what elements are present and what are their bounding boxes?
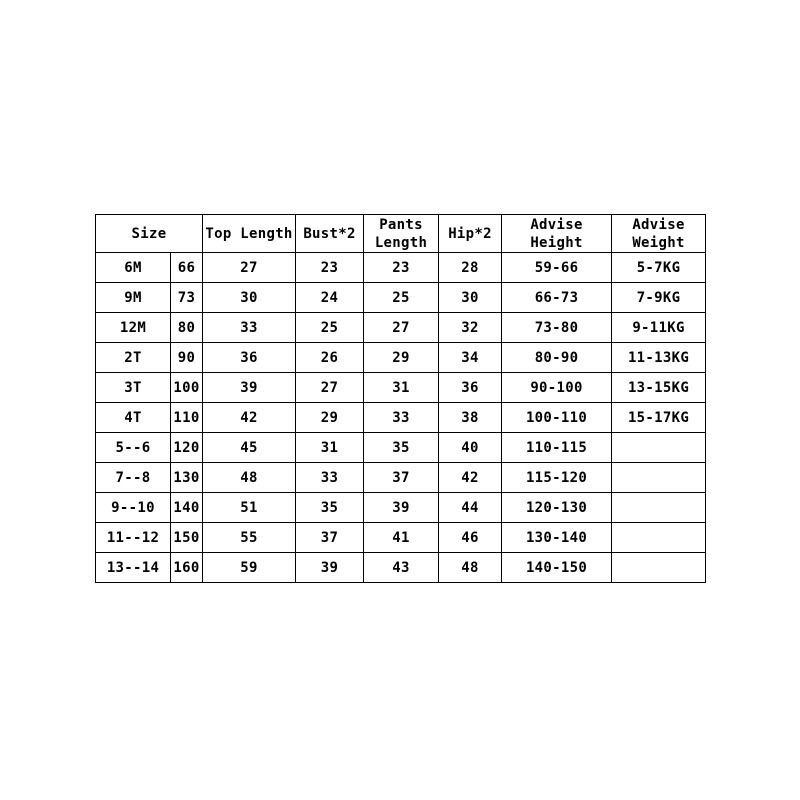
- cell-bust: 35: [296, 493, 364, 523]
- cell-advise-height: 130-140: [502, 523, 612, 553]
- cell-hip: 34: [439, 343, 502, 373]
- table-body: [96, 253, 706, 583]
- cell-pants-length: 33: [364, 403, 439, 433]
- table-row: [96, 433, 706, 463]
- cell-size-cm: 110: [171, 403, 203, 433]
- cell-pants-length: 25: [364, 283, 439, 313]
- cell-advise-height: 115-120: [502, 463, 612, 493]
- cell-top-length: 33: [203, 313, 296, 343]
- cell-bust: 29: [296, 403, 364, 433]
- cell-top-length: 55: [203, 523, 296, 553]
- cell-top-length: 51: [203, 493, 296, 523]
- header-size: Size: [96, 215, 203, 253]
- cell-hip: 36: [439, 373, 502, 403]
- header-top-length: Top Length: [203, 215, 296, 253]
- header-advise-height-line-2: Height: [530, 234, 583, 251]
- table-row: [96, 523, 706, 553]
- header-advise-weight-line-1: Advise: [632, 216, 685, 233]
- cell-advise-weight: [612, 523, 706, 553]
- cell-pants-length: 31: [364, 373, 439, 403]
- cell-size-cm: 90: [171, 343, 203, 373]
- cell-size-cm: 80: [171, 313, 203, 343]
- cell-pants-length: 27: [364, 313, 439, 343]
- cell-size-cm: 66: [171, 253, 203, 283]
- cell-pants-length: 39: [364, 493, 439, 523]
- cell-hip: 30: [439, 283, 502, 313]
- cell-hip: 28: [439, 253, 502, 283]
- table-row: [96, 343, 706, 373]
- cell-bust: 26: [296, 343, 364, 373]
- cell-top-length: 59: [203, 553, 296, 583]
- table-row: [96, 493, 706, 523]
- cell-size-cm: 73: [171, 283, 203, 313]
- cell-hip: 38: [439, 403, 502, 433]
- size-chart-table: [95, 214, 706, 583]
- header-row: [96, 215, 706, 253]
- cell-advise-weight: [612, 553, 706, 583]
- cell-size-cm: 130: [171, 463, 203, 493]
- header-advise-height-line-1: Advise: [530, 216, 583, 233]
- cell-advise-weight: 5-7KG: [612, 253, 706, 283]
- table-row: [96, 313, 706, 343]
- cell-hip: 48: [439, 553, 502, 583]
- cell-bust: 23: [296, 253, 364, 283]
- cell-size: 6M: [96, 253, 171, 283]
- cell-hip: 40: [439, 433, 502, 463]
- cell-advise-weight: 15-17KG: [612, 403, 706, 433]
- cell-bust: 24: [296, 283, 364, 313]
- cell-size: 3T: [96, 373, 171, 403]
- cell-bust: 31: [296, 433, 364, 463]
- cell-size: 2T: [96, 343, 171, 373]
- table-row: [96, 253, 706, 283]
- cell-top-length: 27: [203, 253, 296, 283]
- header-advise-weight-line-2: Weight: [632, 234, 685, 251]
- cell-bust: 39: [296, 553, 364, 583]
- cell-hip: 32: [439, 313, 502, 343]
- cell-top-length: 48: [203, 463, 296, 493]
- cell-size: 13--14: [96, 553, 171, 583]
- cell-advise-weight: [612, 493, 706, 523]
- header-hip: Hip*2: [439, 215, 502, 253]
- cell-top-length: 39: [203, 373, 296, 403]
- cell-hip: 46: [439, 523, 502, 553]
- cell-size-cm: 150: [171, 523, 203, 553]
- cell-bust: 37: [296, 523, 364, 553]
- cell-size: 4T: [96, 403, 171, 433]
- cell-size: 9M: [96, 283, 171, 313]
- cell-advise-weight: 11-13KG: [612, 343, 706, 373]
- cell-size: 12M: [96, 313, 171, 343]
- cell-pants-length: 23: [364, 253, 439, 283]
- header-advise-weight: [612, 215, 706, 253]
- cell-bust: 25: [296, 313, 364, 343]
- cell-top-length: 30: [203, 283, 296, 313]
- cell-advise-height: 73-80: [502, 313, 612, 343]
- cell-top-length: 42: [203, 403, 296, 433]
- cell-advise-weight: 13-15KG: [612, 373, 706, 403]
- header-pants-length-line-1: Pants: [379, 216, 423, 233]
- cell-top-length: 45: [203, 433, 296, 463]
- cell-advise-height: 110-115: [502, 433, 612, 463]
- header-pants-length: [364, 215, 439, 253]
- header-advise-height: [502, 215, 612, 253]
- cell-advise-height: 80-90: [502, 343, 612, 373]
- cell-top-length: 36: [203, 343, 296, 373]
- cell-advise-height: 90-100: [502, 373, 612, 403]
- cell-advise-weight: 9-11KG: [612, 313, 706, 343]
- cell-pants-length: 35: [364, 433, 439, 463]
- table-row: [96, 463, 706, 493]
- table-row: [96, 373, 706, 403]
- table-header: [96, 215, 706, 253]
- cell-size: 5--6: [96, 433, 171, 463]
- cell-advise-weight: 7-9KG: [612, 283, 706, 313]
- cell-hip: 44: [439, 493, 502, 523]
- table-row: [96, 283, 706, 313]
- cell-advise-weight: [612, 433, 706, 463]
- header-bust: Bust*2: [296, 215, 364, 253]
- cell-size-cm: 100: [171, 373, 203, 403]
- cell-pants-length: 41: [364, 523, 439, 553]
- cell-hip: 42: [439, 463, 502, 493]
- cell-bust: 27: [296, 373, 364, 403]
- cell-size: 7--8: [96, 463, 171, 493]
- cell-pants-length: 29: [364, 343, 439, 373]
- cell-advise-height: 100-110: [502, 403, 612, 433]
- cell-size-cm: 160: [171, 553, 203, 583]
- table-row: [96, 553, 706, 583]
- cell-size: 9--10: [96, 493, 171, 523]
- cell-advise-weight: [612, 463, 706, 493]
- cell-pants-length: 43: [364, 553, 439, 583]
- cell-advise-height: 66-73: [502, 283, 612, 313]
- table-row: [96, 403, 706, 433]
- cell-size: 11--12: [96, 523, 171, 553]
- header-pants-length-line-2: Length: [374, 234, 428, 251]
- cell-pants-length: 37: [364, 463, 439, 493]
- cell-advise-height: 59-66: [502, 253, 612, 283]
- cell-bust: 33: [296, 463, 364, 493]
- cell-advise-height: 120-130: [502, 493, 612, 523]
- cell-advise-height: 140-150: [502, 553, 612, 583]
- cell-size-cm: 120: [171, 433, 203, 463]
- cell-size-cm: 140: [171, 493, 203, 523]
